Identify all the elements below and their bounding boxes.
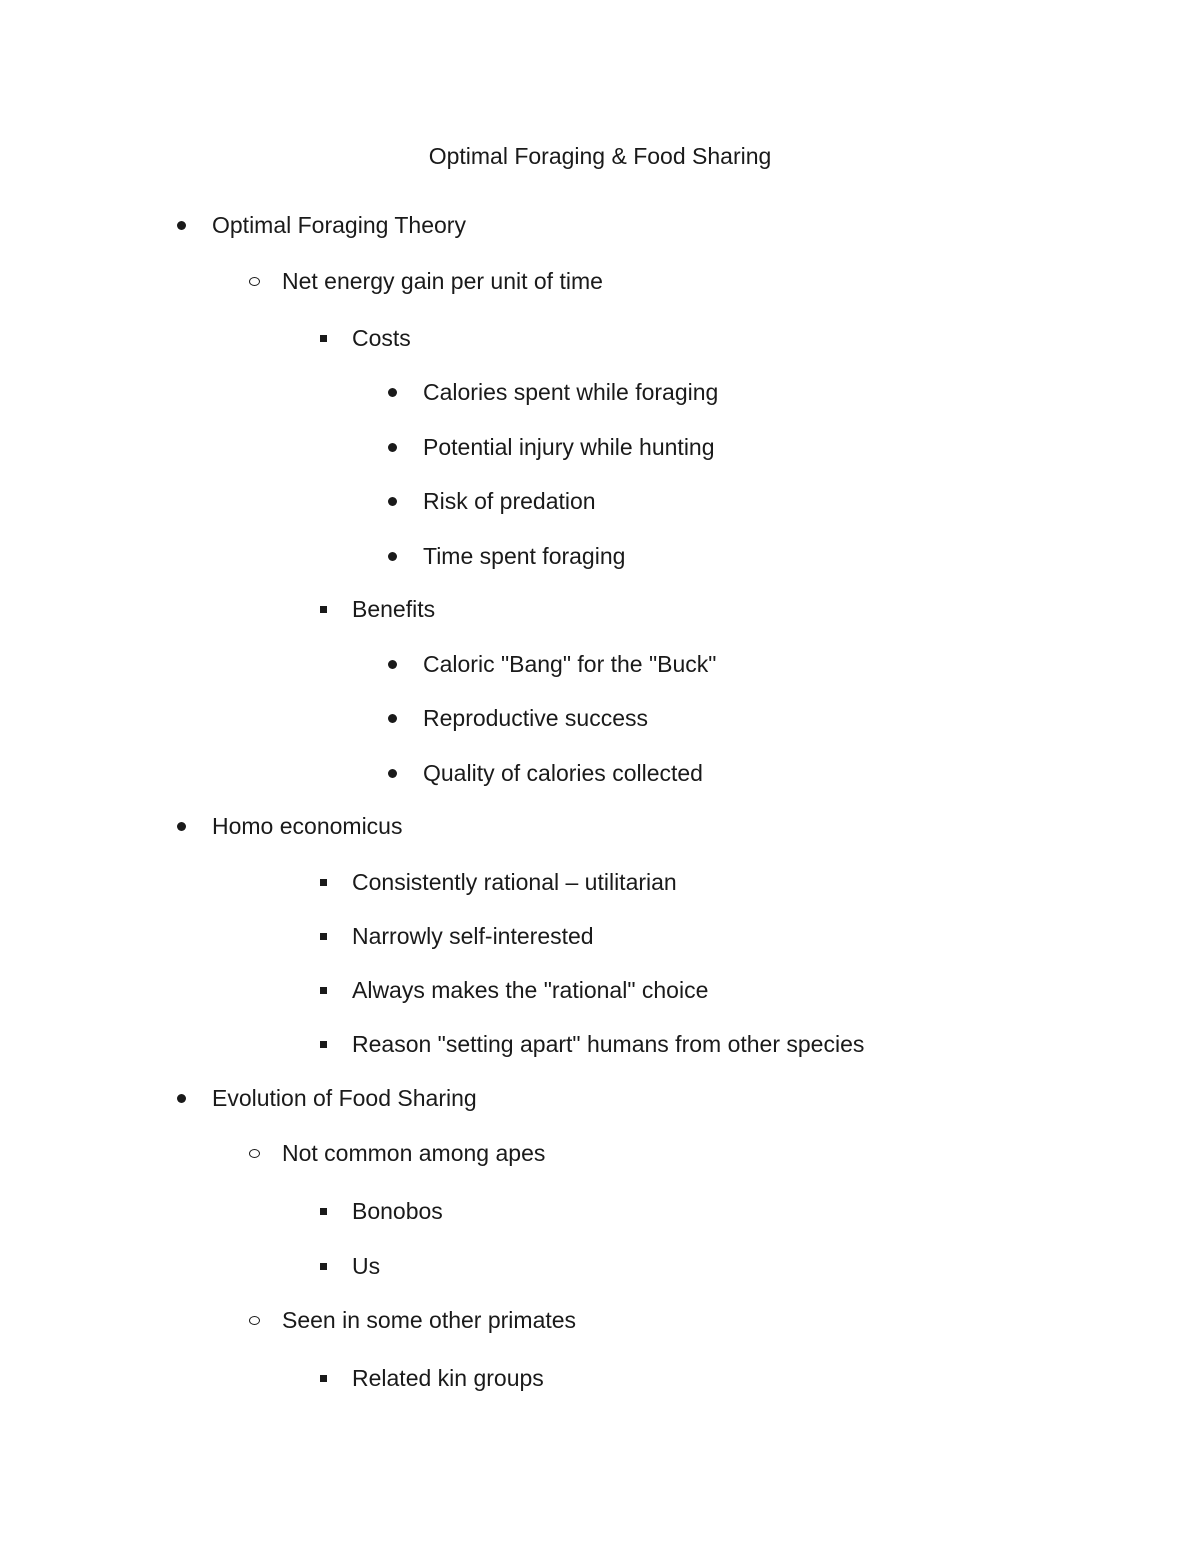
list-item-text: Optimal Foraging Theory: [212, 212, 466, 238]
bullet-dot-icon: [382, 703, 402, 733]
list-item-text: Evolution of Food Sharing: [212, 1085, 477, 1111]
list-item: [0, 1305, 1100, 1335]
bullet-square-icon: [313, 1363, 333, 1393]
list-item-text: Consistently rational – utilitarian: [352, 869, 677, 895]
page-title: Optimal Foraging & Food Sharing: [428, 143, 772, 169]
bullet-square-icon: [313, 867, 333, 897]
list-item: [0, 1251, 1100, 1281]
list-item: [0, 703, 1100, 733]
list-item-text: Seen in some other primates: [282, 1307, 577, 1333]
list-item-text: Potential injury while hunting: [423, 434, 715, 460]
list-item: [0, 975, 1100, 1005]
list-item-text: Reproductive success: [423, 705, 648, 731]
bullet-square-icon: [313, 975, 333, 1005]
list-item-text: Homo economicus: [212, 813, 403, 839]
bullet-dot-icon: [171, 811, 191, 841]
list-item: [0, 1138, 1100, 1168]
bullet-dot-icon: [171, 1083, 191, 1113]
list-item: [0, 266, 1100, 296]
list-item-text: Not common among apes: [282, 1140, 546, 1166]
list-item-text: Always makes the "rational" choice: [352, 977, 709, 1003]
bullet-dot-icon: [382, 377, 402, 407]
bullet-square-icon: [313, 1196, 333, 1226]
list-item-text: Quality of calories collected: [423, 760, 703, 786]
list-item-text: Risk of predation: [423, 488, 596, 514]
list-item: [0, 1029, 1100, 1059]
list-item-text: Bonobos: [352, 1198, 443, 1224]
bullet-ring-icon: [244, 1305, 264, 1335]
bullet-dot-icon: [382, 758, 402, 788]
list-item-text: Narrowly self-interested: [352, 923, 594, 949]
list-item: [0, 1363, 1100, 1393]
list-item: [0, 867, 1100, 897]
list-item-text: Costs: [352, 325, 411, 351]
list-item: [0, 432, 1100, 462]
bullet-square-icon: [313, 1029, 333, 1059]
list-item: [0, 921, 1100, 951]
bullet-dot-icon: [382, 432, 402, 462]
list-item: [0, 1083, 1100, 1113]
list-item: [0, 541, 1100, 571]
list-item-text: Time spent foraging: [423, 543, 626, 569]
list-item-text: Us: [352, 1253, 381, 1279]
list-item-text: Benefits: [352, 596, 436, 622]
list-item: [0, 811, 1100, 841]
bullet-square-icon: [313, 921, 333, 951]
list-item-text: Caloric "Bang" for the "Buck": [423, 651, 717, 677]
list-item: [0, 649, 1100, 679]
list-item-text: Net energy gain per unit of time: [282, 268, 603, 294]
list-item: [0, 210, 1100, 240]
list-item: [0, 377, 1100, 407]
list-item: [0, 594, 1100, 624]
list-item-text: Reason "setting apart" humans from other species: [352, 1031, 865, 1057]
list-item: [0, 486, 1100, 516]
bullet-dot-icon: [382, 649, 402, 679]
bullet-dot-icon: [171, 210, 191, 240]
list-item: [0, 758, 1100, 788]
bullet-ring-icon: [244, 1138, 264, 1168]
bullet-square-icon: [313, 323, 333, 353]
bullet-ring-icon: [244, 266, 264, 296]
list-item: [0, 1196, 1100, 1226]
list-item-text: Calories spent while foraging: [423, 379, 719, 405]
bullet-dot-icon: [382, 486, 402, 516]
bullet-square-icon: [313, 594, 333, 624]
bullet-square-icon: [313, 1251, 333, 1281]
bullet-dot-icon: [382, 541, 402, 571]
list-item: [0, 323, 1100, 353]
list-item-text: Related kin groups: [352, 1365, 544, 1391]
